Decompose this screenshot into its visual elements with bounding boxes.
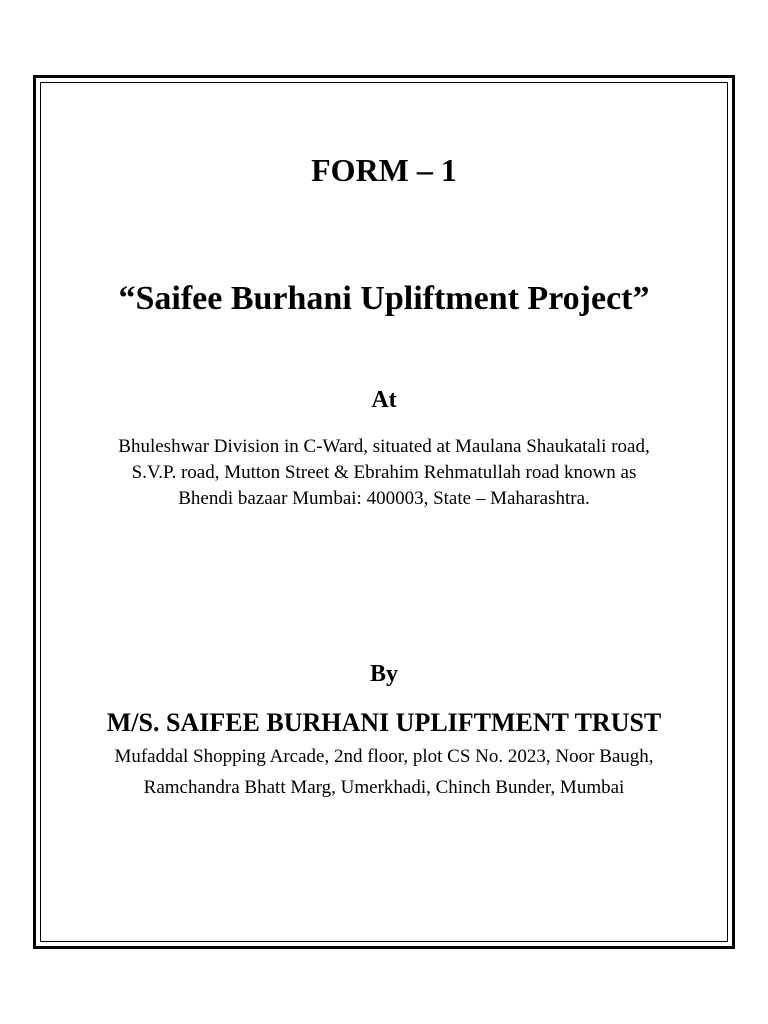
trust-address	[40, 741, 728, 803]
trust-address-line: Ramchandra Bhatt Marg, Umerkhadi, Chinch Bunder, Mumbai	[143, 777, 625, 798]
project-location	[50, 434, 718, 512]
cover-page	[40, 82, 728, 942]
location-line: Bhuleshwar Division in C-Ward, situated at Maulana Shaukatali road,	[118, 436, 650, 457]
form-title: FORM – 1	[311, 152, 457, 188]
at-label: At	[371, 387, 397, 413]
trust-name: M/S. SAIFEE BURHANI UPLIFTMENT TRUST	[106, 708, 662, 737]
trust-address-line: Mufaddal Shopping Arcade, 2nd floor, plot CS No. 2023, Noor Baugh,	[114, 746, 654, 767]
by-label: By	[369, 661, 398, 687]
location-line: Bhendi bazaar Mumbai: 400003, State – Maharashtra.	[178, 488, 590, 509]
location-line: S.V.P. road, Mutton Street & Ebrahim Rehmatullah road known as	[131, 462, 637, 483]
project-title: “Saifee Burhani Upliftment Project”	[118, 280, 650, 317]
